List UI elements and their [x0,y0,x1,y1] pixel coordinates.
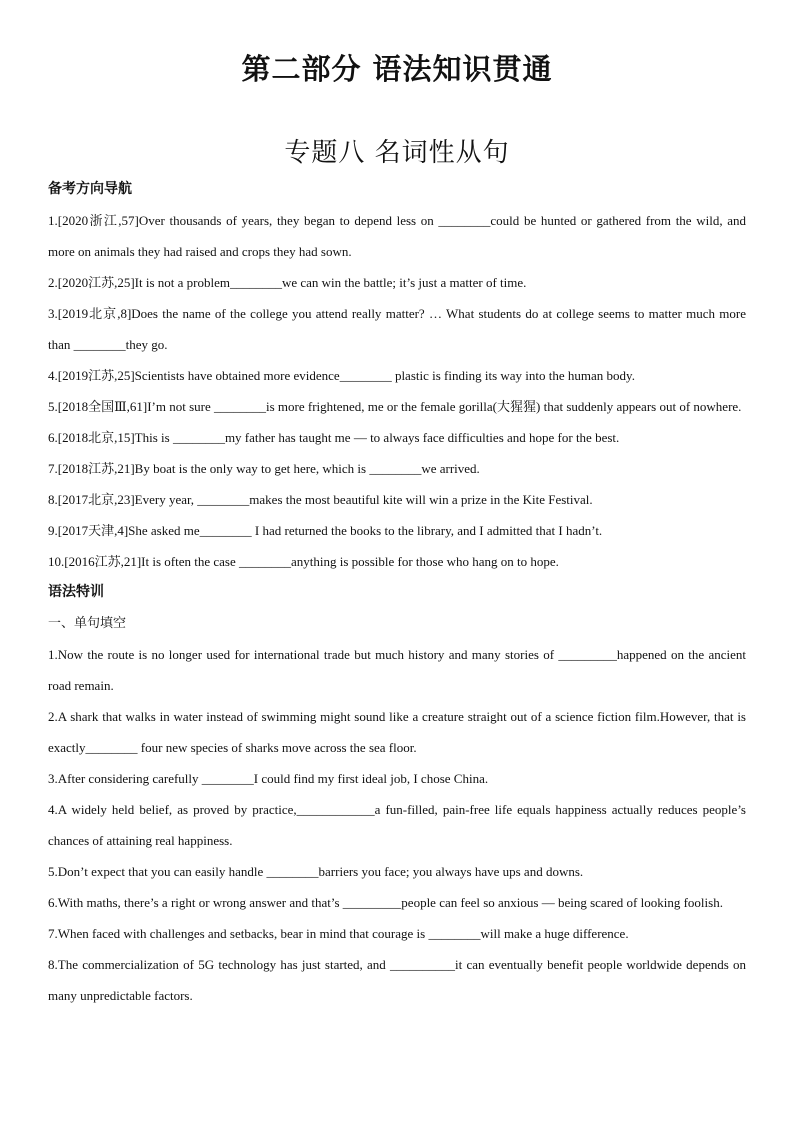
practice-question: 2.A shark that walks in water instead of swimming might sound like a creature straight out of a science fiction film.However, that is exactly________ four new species of sharks move across the sea floor. [48,709,746,755]
exam-question: 2.[2020江苏,25]It is not a problem________we can win the battle; it’s just a matter of time. [48,275,527,290]
section-heading-exam-guide: 备考方向导航 [48,181,132,197]
exam-question: 7.[2018江苏,21]By boat is the only way to get here, which is ________we arrived. [48,461,480,476]
document-content [48,174,746,1011]
exam-question: 4.[2019江苏,25]Scientists have obtained more evidence________ plastic is finding its way into the human body. [48,368,635,383]
practice-question: 5.Don’t expect that you can easily handle ________barriers you face; you always have ups and downs. [48,864,584,879]
exam-question: 9.[2017天津,4]She asked me________ I had returned the books to the library, and I admitted that I hadn’t. [48,523,603,538]
section-heading-grammar-training: 语法特训 [48,584,104,600]
practice-question: 6.With maths, there’s a right or wrong answer and that’s _________people can feel so anxious — being scared of looking foolish. [48,895,723,910]
practice-question: 4.A widely held belief, as proved by practice,____________a fun-filled, pain-free life equals happiness actually reduces people’s chances of attaining real happiness. [48,802,746,848]
exam-question: 8.[2017北京,23]Every year, ________makes the most beautiful kite will win a prize in the Kite Festival. [48,492,593,507]
exam-question: 5.[2018全国Ⅲ,61]I’m not sure ________is more frightened, me or the female gorilla(大猩猩) that suddenly appears out of nowhere. [48,399,742,414]
exam-question: 6.[2018北京,15]This is ________my father has taught me — to always face difficulties and hope for the best. [48,430,620,445]
practice-question: 1.Now the route is no longer used for international trade but much history and many stories of _________happened on the ancient road remain. [48,647,746,693]
exam-question: 1.[2020浙江,57]Over thousands of years, they began to depend less on ________could be hunted or gathered from the wild, and more on animals they had raised and crops they had sown. [48,213,746,259]
practice-question: 7.When faced with challenges and setbacks, bear in mind that courage is ________will make a huge difference. [48,926,629,941]
practice-question: 3.After considering carefully ________I could find my first ideal job, I chose China. [48,771,489,786]
topic-title: 专题八 名词性从句 [284,138,510,168]
page-title: 第二部分 语法知识贯通 [241,52,553,86]
subheading-fill-in-blank: 一、单句填空 [48,616,127,631]
exam-question: 10.[2016江苏,21]It is often the case ________anything is possible for those who hang on to hope. [48,554,559,569]
exam-question: 3.[2019北京,8]Does the name of the college you attend really matter? … What students do at college seems to matter much more than ________they go. [48,306,746,352]
practice-question: 8.The commercialization of 5G technology has just started, and __________it can eventually benefit people worldwide depends on many unpredictable factors. [48,957,746,1003]
